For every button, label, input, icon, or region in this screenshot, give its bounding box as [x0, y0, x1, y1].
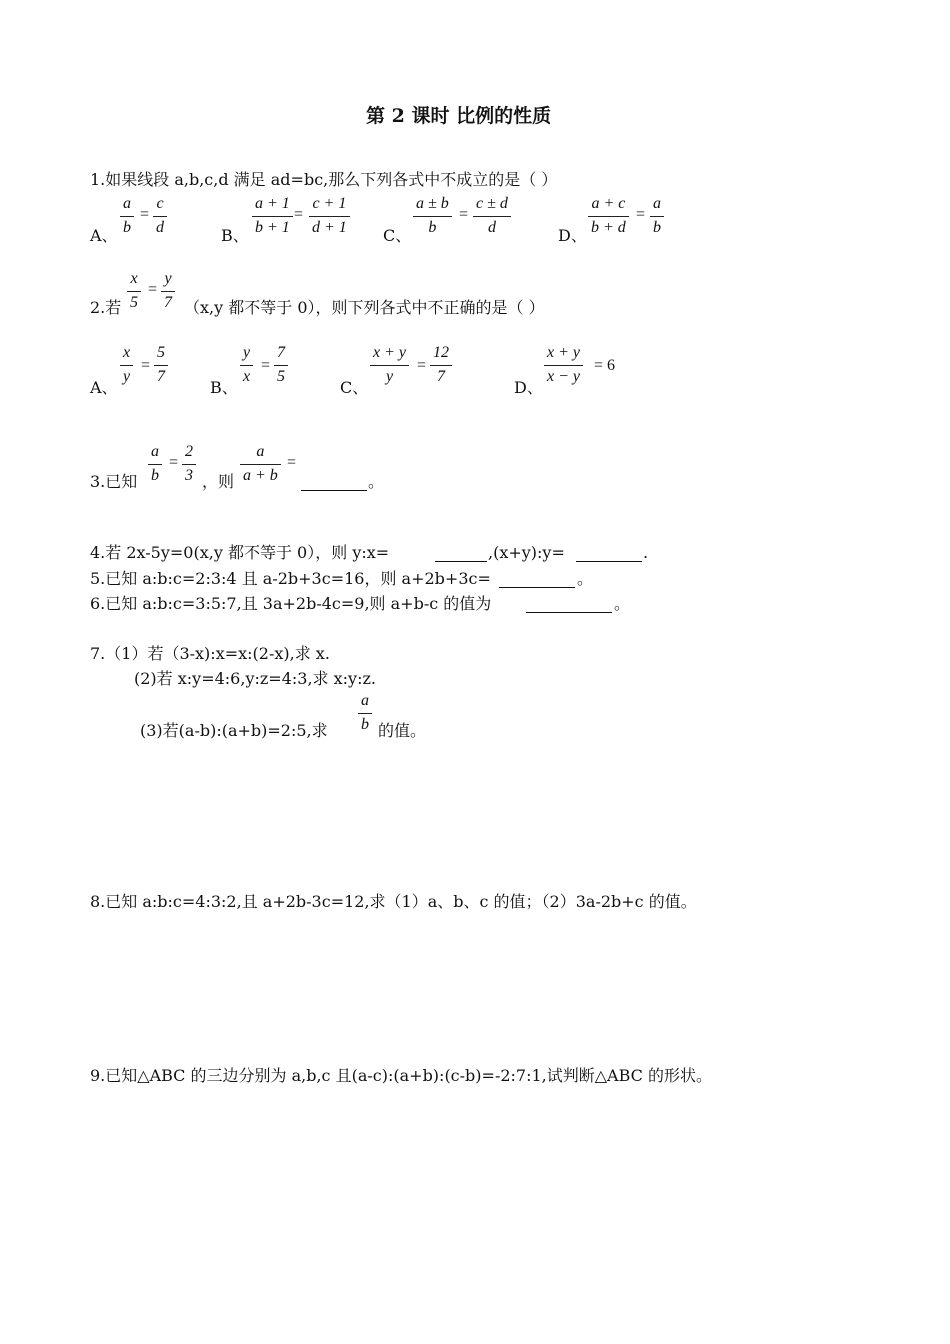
answer-blank[interactable]: [526, 594, 612, 613]
question-7-part-2: (2)若 x:y=4:6,y:z=4:3,求 x:y:z.: [134, 669, 376, 688]
fraction: a a + b: [240, 443, 281, 485]
equals-rhs: = 6: [594, 357, 616, 374]
question-8: 8.已知 a:b:c=4:3:2,且 a+2b-3c=12,求（1）a、b、c 的值；（2）3a-2b+c 的值。: [90, 892, 697, 911]
option-label: B、: [210, 378, 238, 397]
question-1-stem: 1.如果线段 a,b,c,d 满足 ad=bc,那么下列各式中不成立的是（ ）: [90, 170, 558, 189]
fraction: x 5: [127, 270, 141, 312]
fraction: a + 1 b + 1: [252, 195, 293, 237]
fraction: 12 7: [430, 344, 452, 386]
fraction: x y: [120, 344, 133, 386]
equals-sign: =: [459, 206, 469, 223]
fraction: 2 3: [182, 443, 196, 485]
fraction: c + 1 d + 1: [309, 195, 350, 237]
equals-sign: =: [417, 357, 427, 374]
equals-sign: =: [636, 206, 646, 223]
answer-blank[interactable]: [301, 472, 367, 491]
fraction: 7 5: [274, 344, 288, 386]
equals-sign: =: [141, 357, 151, 374]
fraction: y 7: [161, 270, 175, 312]
equals-sign: =: [287, 454, 297, 471]
equals-sign: =: [261, 357, 271, 374]
fraction: a b: [650, 195, 664, 237]
fraction: a b: [358, 692, 372, 734]
option-label: A、: [90, 226, 118, 245]
fraction: 5 7: [154, 344, 168, 386]
answer-blank[interactable]: [435, 543, 487, 562]
option-label: C、: [340, 378, 369, 397]
fraction: a ± b b: [413, 195, 452, 237]
option-label: D、: [558, 226, 587, 245]
equals-sign: =: [294, 206, 304, 223]
option-label: D、: [514, 378, 543, 397]
question-7-part-1: 7.（1）若（3-x):x=x:(2-x),求 x.: [90, 644, 330, 663]
option-label: C、: [383, 226, 412, 245]
fraction: a b: [120, 195, 134, 237]
equals-sign: =: [148, 281, 158, 298]
fraction: a b: [148, 443, 162, 485]
equals-sign: =: [140, 206, 150, 223]
answer-blank[interactable]: [576, 543, 642, 562]
equals-sign: =: [169, 454, 179, 471]
fraction: x + y y: [370, 344, 409, 386]
option-label: B、: [221, 226, 249, 245]
fraction: c ± d d: [473, 195, 511, 237]
answer-blank[interactable]: [499, 569, 575, 588]
page-title: 第 2 课时 比例的性质: [366, 105, 552, 127]
fraction: a + c b + d: [588, 195, 629, 237]
option-label: A、: [90, 378, 118, 397]
question-9: 9.已知△ABC 的三边分别为 a,b,c 且(a-c):(a+b):(c-b)=-2:7:1,试判断△ABC 的形状。: [90, 1066, 712, 1085]
fraction: x + y x − y: [544, 344, 583, 386]
fraction: y x: [240, 344, 253, 386]
fraction: c d: [153, 195, 167, 237]
